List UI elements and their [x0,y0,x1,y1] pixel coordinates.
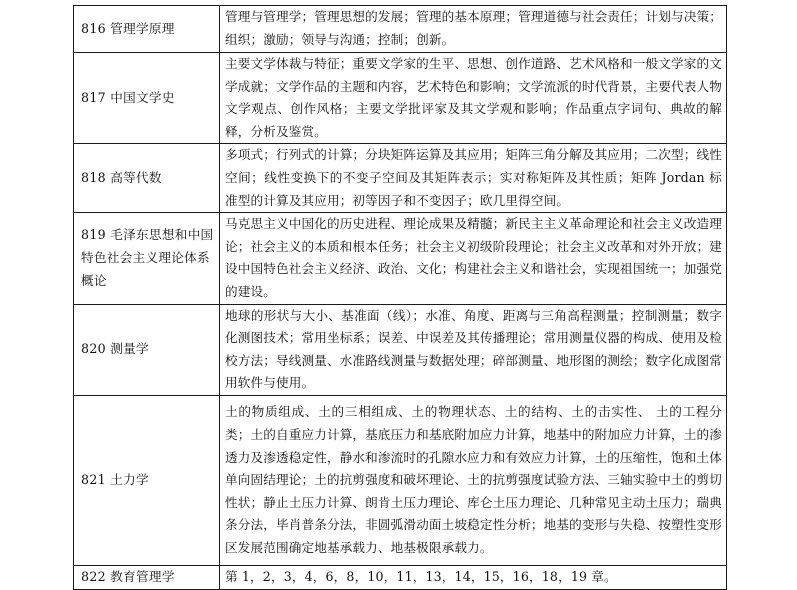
course-name: 819 毛泽东思想和中国特色社会主义理论体系概论 [81,227,214,288]
exam-scope-cell [220,304,727,395]
course-name: 818 高等代数 [81,169,162,185]
exam-scope-cell [220,144,727,213]
course-name: 817 中国文学史 [81,89,175,105]
course-name: 816 管理学原理 [81,20,175,36]
course-name-cell [74,53,220,144]
exam-scope-text: 管理与管理学；管理思想的发展；管理的基本原理；管理道德与社会责任；计划与决策；组织；激励；领导与沟通；控制；创新。 [225,9,723,47]
exam-scope-text: 第 1，2，3，4，6，8，10，11，13，14，15，16，18，19 章。 [225,568,617,584]
exam-scope-text: 地球的形状与大小、基准面（线）；水准、角度、距离与三角高程测量；控制测量；数字化测图技术；常用坐标系；误差、中误差及其传播理论；常用测量仪器的构成、使用及检校方法；导线测量、水准路线测量与数据处理；碎部测量、地形图的测绘；数字化成图常用软件与使用。 [225,307,723,391]
table-row [74,6,727,53]
exam-scope-text: 主要文学体裁与特征；重要文学家的生平、思想、创作道路、艺术风格和一般文学家的文学成就；文学作品的主题和内容，艺术特色和影响；文学流派的时代背景，主要代表人物文学观点、创作风格；主要文学批评家及其文学观和影响；作品重点字词句、典故的解释，分析及鉴赏。 [225,56,723,139]
course-name: 821 土力学 [81,472,149,488]
exam-scope-text: 马克思主义中国化的历史进程、理论成果及精髓；新民主主义革命理论和社会主义改造理论；社会主义的本质和根本任务；社会主义初级阶段理论；社会主义改革和对外开放；建设中国特色社会主义经济、政治、文化；构建社会主义和谐社会，实现祖国统一；加强党的建设。 [225,216,723,299]
course-name-cell [74,304,220,395]
exam-scope-cell [220,53,727,144]
table-row [74,565,727,589]
exam-scope-cell [220,213,727,304]
course-name: 822 教育管理学 [81,568,175,584]
course-name-cell [74,6,220,53]
syllabus-table [73,5,727,590]
course-name: 820 测量学 [81,341,149,357]
course-name-cell [74,395,220,565]
exam-scope-text: 多项式；行列式的计算；分块矩阵运算及其应用；矩阵三角分解及其应用；二次型；线性空间；线性变换下的不变子空间及其矩阵表示；实对称矩阵及其性质；矩阵 Jordan 标准型的计算及其应用；初等因子和不变因子；欧几里得空间。 [225,147,723,208]
table-row [74,53,727,144]
table-row [74,144,727,213]
course-name-cell [74,213,220,304]
exam-scope-text: 土的物质组成、土的三相组成、土的物理状态、土的结构、土的击实性、 土的工程分类；土的自重应力计算，基底压力和基底附加应力计算，地基中的附加应力计算，土的渗透力及渗透稳定性，静水和渗流时的孔隙水应力和有效应力计算，土的压缩性，饱和土体单向固结理论；土的抗剪强度和破坏理论、土的抗剪强度试验方法、三轴实验中土的剪切性状；静止土压力计算、朗肯土压力理论、库仑土压力理论、几种常见主动土压力；瑞典条分法，毕肖普条分法，非圆弧滑动面土坡稳定性分析；地基的变形与失稳、按塑性变形区发展范围确定地基承载力、地基极限承载力。 [225,404,723,555]
table-row [74,395,727,565]
course-name-cell [74,565,220,589]
exam-scope-cell [220,6,727,53]
exam-scope-cell [220,395,727,565]
table-row [74,304,727,395]
exam-scope-cell [220,565,727,589]
table-row [74,213,727,304]
course-name-cell [74,144,220,213]
